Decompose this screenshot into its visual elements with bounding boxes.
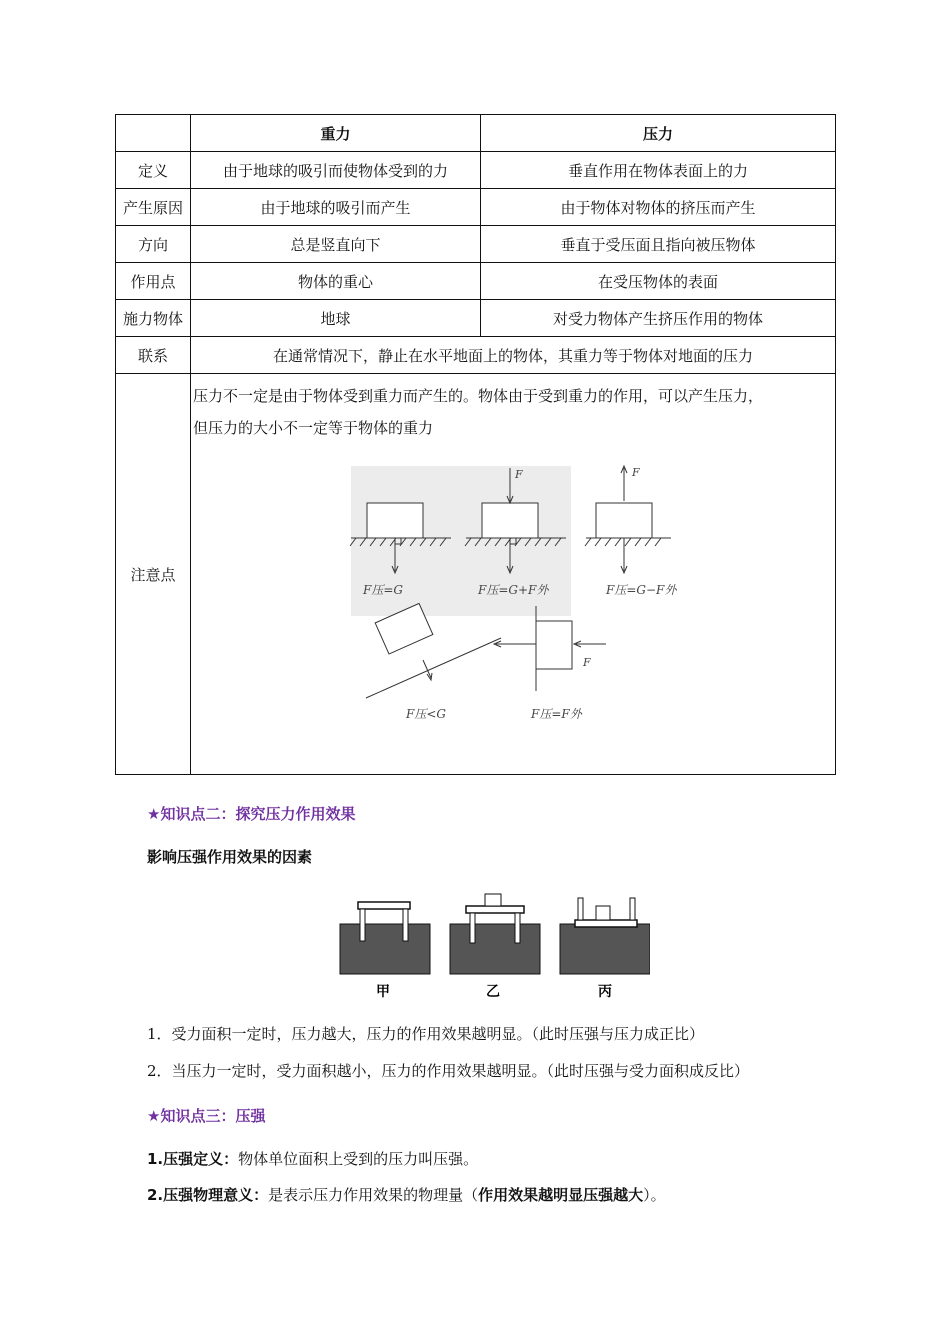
case5-diagram <box>494 606 606 691</box>
label-jia: 甲 <box>376 984 390 1000</box>
meaning-label: 2.压强物理意义： <box>147 1186 269 1204</box>
gravity-cell: 物体的重心 <box>191 263 481 300</box>
section2-title: ★知识点二：探究压力作用效果 <box>147 805 356 823</box>
case4-label: F压<G <box>406 707 446 721</box>
case2-label: F压=G+F外 <box>478 583 549 597</box>
note-line-1: 压力不一定是由于物体受到重力而产生的。物体由于受到重力的作用，可以产生压力， <box>193 387 764 405</box>
pressure-meaning <box>147 1184 666 1205</box>
note-cell <box>191 374 836 775</box>
meaning-end: ）。 <box>643 1186 666 1204</box>
table-row <box>116 263 836 300</box>
gravity-pressure-table <box>115 114 836 775</box>
note-text <box>191 374 835 446</box>
pressure-cell: 垂直于受压面且指向被压物体 <box>481 226 836 263</box>
case5-ext-force-label: F <box>583 656 591 669</box>
gravity-cell: 由于地球的吸引而使物体受到的力 <box>191 152 481 189</box>
figure-jia <box>340 902 430 974</box>
row-label: 方向 <box>116 226 191 263</box>
section2-item-1: 1．受力面积一定时，压力越大，压力的作用效果越明显。（此时压强与压力成正比） <box>147 1025 705 1043</box>
pressure-cell: 由于物体对物体的挤压而产生 <box>481 189 836 226</box>
table-row-relation <box>116 337 836 374</box>
section3-title: ★知识点三：压强 <box>147 1107 266 1125</box>
case5-label: F压=F外 <box>531 707 582 721</box>
header-gravity: 重力 <box>191 115 481 152</box>
pressure-effect-figure <box>330 884 650 1004</box>
gravity-cell: 总是竖直向下 <box>191 226 481 263</box>
row-label: 注意点 <box>116 374 191 775</box>
header-pressure: 压力 <box>481 115 836 152</box>
pressure-cell: 在受压物体的表面 <box>481 263 836 300</box>
section2-item-2: 2．当压力一定时，受力面积越小，压力的作用效果越明显。（此时压强与受力面积成反比） <box>147 1062 750 1080</box>
row-label: 施力物体 <box>116 300 191 337</box>
table-row <box>116 189 836 226</box>
pressure-cases-figure <box>191 446 831 766</box>
relation-cell: 在通常情况下，静止在水平地面上的物体，其重力等于物体对地面的压力 <box>191 337 836 374</box>
figure-bing <box>560 898 650 974</box>
definition-label: 1.压强定义： <box>147 1150 239 1168</box>
row-label: 定义 <box>116 152 191 189</box>
gravity-cell: 地球 <box>191 300 481 337</box>
case2-ext-force-label: F <box>515 468 523 481</box>
label-yi: 乙 <box>486 984 500 1000</box>
note-line-2: 但压力的大小不一定等于物体的重力 <box>193 419 434 437</box>
table-row <box>116 226 836 263</box>
case3-diagram <box>585 466 671 573</box>
pressure-cell: 垂直作用在物体表面上的力 <box>481 152 836 189</box>
label-bing: 丙 <box>598 984 612 1000</box>
figure-yi <box>450 894 540 974</box>
meaning-bold: 作用效果越明显压强越大 <box>478 1186 644 1204</box>
table-row <box>116 300 836 337</box>
section2-subtitle: 影响压强作用效果的因素 <box>147 848 313 866</box>
definition-text: 物体单位面积上受到的压力叫压强。 <box>238 1150 479 1168</box>
row-label: 产生原因 <box>116 189 191 226</box>
meaning-text: 是表示压力作用效果的物理量（ <box>268 1186 479 1204</box>
row-label: 作用点 <box>116 263 191 300</box>
case1-label: F压=G <box>363 583 403 597</box>
row-label: 联系 <box>116 337 191 374</box>
gravity-cell: 由于地球的吸引而产生 <box>191 189 481 226</box>
case3-ext-force-label: F <box>632 466 640 479</box>
pressure-cell: 对受力物体产生挤压作用的物体 <box>481 300 836 337</box>
table-row <box>116 152 836 189</box>
case3-label: F压=G−F外 <box>606 583 677 597</box>
case4-diagram <box>366 603 501 698</box>
table-row-note <box>116 374 836 775</box>
header-empty <box>116 115 191 152</box>
pressure-definition <box>147 1148 478 1169</box>
